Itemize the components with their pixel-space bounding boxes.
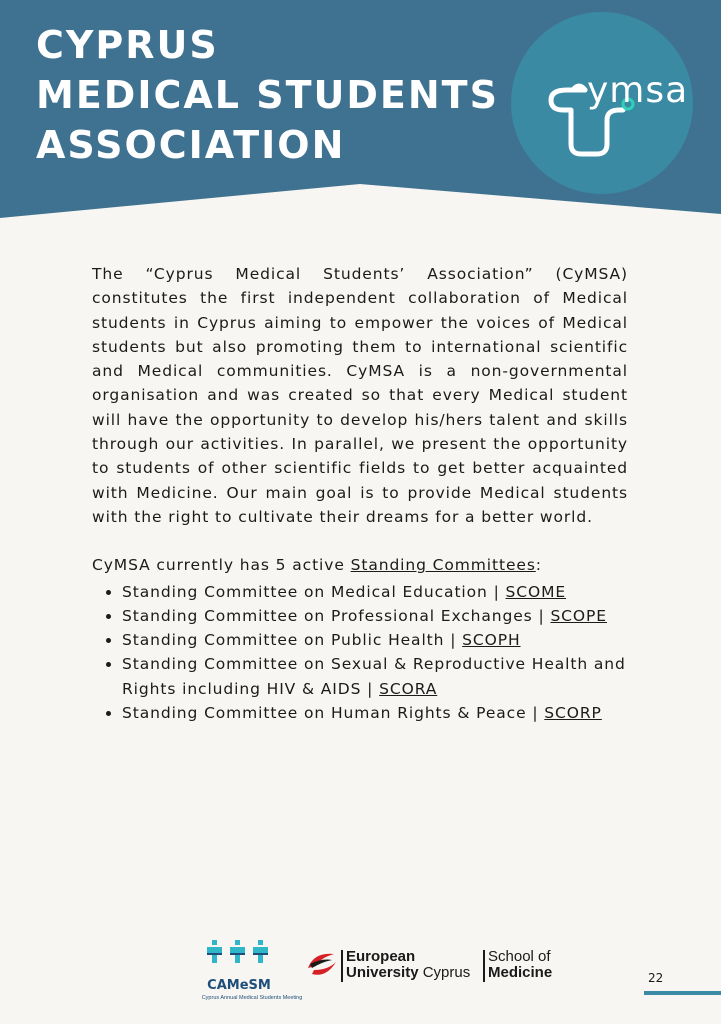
committees-suffix: : — [535, 556, 542, 575]
committee-text: Standing Committee on Sexual & Reproductive Health and Rights including HIV & AIDS | — [122, 655, 626, 698]
school-line-1: School of — [488, 948, 551, 965]
committee-text: Standing Committee on Public Health | — [122, 631, 463, 650]
camesm-tagline: Cyprus Annual Medical Students Meeting — [201, 995, 303, 1001]
camesm-name: CAMeSM — [207, 978, 271, 993]
cymsa-logo — [511, 12, 693, 194]
school-name — [488, 949, 552, 981]
page-number-bar — [644, 991, 721, 995]
divider — [483, 950, 485, 982]
scome-link[interactable]: SCOME — [505, 582, 567, 601]
footer-logos — [196, 938, 576, 1008]
camesm-logo — [196, 938, 308, 1004]
list-item — [122, 628, 628, 652]
euc-swoosh-icon — [304, 948, 340, 980]
list-item — [122, 652, 628, 701]
euc-name — [346, 949, 470, 981]
list-item — [122, 604, 628, 628]
euc-line-1: European — [346, 948, 416, 965]
intro-paragraph: The “Cyprus Medical Students’ Association” (CyMSA) constitutes the first independent collaboration of Medical students in Cyprus aiming to empower the voices of Medical students but also promoting them to international scientific and Medical communities. CyMSA is a non-governmental organisation and was created so that every Medical student will have the opportunity to develop his/hers talent and skills through our activities. In parallel, we present the opportunity to students of other scientific fields to get better acquainted with Medicine. Our main goal is to provide Medical students with the right to cultivate their dreams for a better world. — [92, 265, 628, 526]
school-line-2: Medicine — [488, 964, 553, 981]
scorp-link[interactable]: SCORP — [544, 704, 602, 723]
page-number: 22 — [648, 971, 664, 985]
logo-text: ymsa — [587, 70, 689, 111]
committee-list — [92, 580, 628, 726]
scora-link[interactable]: SCORA — [379, 679, 438, 698]
list-item — [122, 580, 628, 604]
committee-text: Standing Committee on Human Rights & Peace | — [122, 704, 545, 723]
committees-heading — [92, 553, 628, 577]
scoph-link[interactable]: SCOPH — [462, 631, 521, 650]
list-item — [122, 701, 628, 725]
title-line-2: MEDICAL STUDENTS — [36, 73, 499, 117]
title-line-3: ASSOCIATION — [36, 123, 346, 167]
committees-prefix: CyMSA currently has 5 active — [92, 556, 351, 575]
standing-committees-link[interactable]: Standing Committees — [350, 556, 536, 575]
main-content — [92, 262, 628, 725]
title-line-1: CYPRUS — [36, 23, 219, 67]
committee-text: Standing Committee on Professional Exchanges | — [122, 606, 551, 625]
scope-link[interactable]: SCOPE — [550, 606, 607, 625]
divider — [341, 950, 343, 982]
page-title — [36, 20, 499, 170]
medical-crosses-icon — [196, 938, 282, 978]
euc-line-2-rest: Cyprus — [418, 964, 471, 981]
euc-line-2-bold: University — [346, 964, 419, 981]
committee-text: Standing Committee on Medical Education | — [122, 582, 506, 601]
